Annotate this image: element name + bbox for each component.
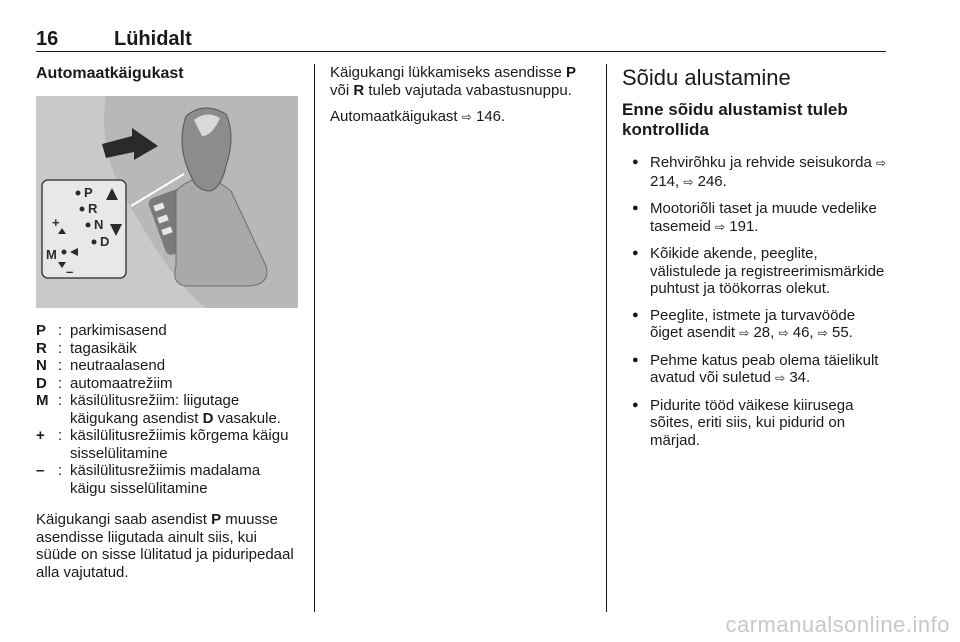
section-title-gearbox: Automaatkäigukast bbox=[36, 65, 184, 82]
legend-item-plus: + : käsilülitusrežiimis kõrgema käigu sisselülitamine bbox=[36, 427, 289, 462]
pattern-label-p: P bbox=[84, 185, 93, 200]
reference-arrow-icon: ⇨ bbox=[817, 326, 828, 340]
page-reference-link[interactable]: 46, bbox=[792, 324, 818, 341]
reference-arrow-icon: ⇨ bbox=[775, 371, 786, 385]
right-column bbox=[622, 64, 886, 458]
legend-item-m: M : käsilülitusrežiim: liigutage käigukang asendist D vasakule. bbox=[36, 392, 281, 427]
page-number: 16 bbox=[36, 28, 59, 50]
page-reference-link[interactable]: 34. bbox=[789, 369, 811, 386]
middle-column bbox=[330, 64, 592, 127]
checklist-item-mirrors: ● Peeglite, istmete ja turvavööde õiget asendit ⇨ 28, ⇨ 46, ⇨ 55. bbox=[622, 307, 886, 343]
pattern-label-r: R bbox=[88, 201, 98, 216]
legend-item-minus: – : käsilülitusrežiimis madalama käigu sisselülitamine bbox=[36, 462, 261, 497]
reference-arrow-icon: ⇨ bbox=[875, 156, 887, 170]
gear-selector-illustration bbox=[36, 96, 298, 308]
release-button-paragraph: Käigukangi lükkamiseks asendisse P või R tuleb vajutada vabastusnuppu. bbox=[330, 64, 576, 99]
pattern-label-plus: + bbox=[52, 215, 60, 230]
legend-item-p: P : parkimisasend bbox=[36, 322, 167, 339]
pattern-label-m: M bbox=[46, 247, 57, 262]
reference-arrow-icon: ⇨ bbox=[778, 326, 789, 340]
checklist bbox=[622, 154, 886, 449]
page-reference-link[interactable]: 146. bbox=[475, 108, 506, 125]
reference-arrow-icon: ⇨ bbox=[461, 110, 472, 124]
checklist-item-soft-top: ● Pehme katus peab olema täielikult avatud või suletud ⇨ 34. bbox=[622, 352, 886, 388]
page-reference-link[interactable]: 28, bbox=[753, 324, 779, 341]
page-reference-link[interactable]: 214, bbox=[650, 172, 684, 190]
reference-arrow-icon: ⇨ bbox=[715, 219, 726, 234]
gear-legend bbox=[36, 322, 300, 497]
legend-item-d: D : automaatrežiim bbox=[36, 374, 173, 392]
checklist-item-tyres: ● Rehvirõhku ja rehvide seisukorda ⇨ 214, ⇨ 246. bbox=[622, 154, 886, 191]
gearbox-reference: Automaatkäigukast ⇨ 146. bbox=[330, 108, 506, 125]
park-release-paragraph: Käigukangi saab asendist P muusse asendisse liigutada ainult siis, kui süüde on sisse lülitatud ja piduripedaal alla vajutatud. bbox=[36, 511, 294, 581]
reference-arrow-icon: ⇨ bbox=[739, 326, 750, 340]
chapter-title: Lühidalt bbox=[114, 28, 192, 50]
reference-arrow-icon: ⇨ bbox=[683, 174, 694, 189]
column-divider-1 bbox=[314, 64, 315, 612]
checklist-item-windows: ● Kõikide akende, peeglite, välistulede ja registreerimismärkide puhtust ja töökorras olekut. bbox=[622, 245, 886, 298]
pattern-label-minus: – bbox=[66, 264, 74, 279]
section-title-driving: Sõidu alustamine bbox=[622, 65, 791, 90]
page-reference-link[interactable]: 246. bbox=[697, 172, 727, 190]
legend-item-r: R : tagasikäik bbox=[36, 339, 137, 357]
page-reference-link[interactable]: 191. bbox=[729, 217, 759, 235]
left-column bbox=[36, 64, 300, 581]
header-rule bbox=[36, 51, 886, 52]
checklist-item-brakes: ● Pidurite tööd väikese kiirusega sõites, eriti siis, kui pidurid on märjad. bbox=[622, 397, 886, 450]
checklist-item-oil: ● Mootoriõli taset ja muude vedelike tasemeid ⇨ 191. bbox=[622, 200, 886, 236]
page-reference-link[interactable]: 55. bbox=[832, 324, 853, 341]
legend-item-n: N : neutraalasend bbox=[36, 357, 166, 374]
pattern-label-d: D bbox=[100, 234, 110, 249]
watermark: carmanualsonline.info bbox=[725, 612, 950, 637]
section-subtitle-checks: Enne sõidu alustamist tuleb kontrollida bbox=[622, 100, 848, 139]
column-divider-2 bbox=[606, 64, 607, 612]
pattern-label-n: N bbox=[94, 217, 104, 232]
